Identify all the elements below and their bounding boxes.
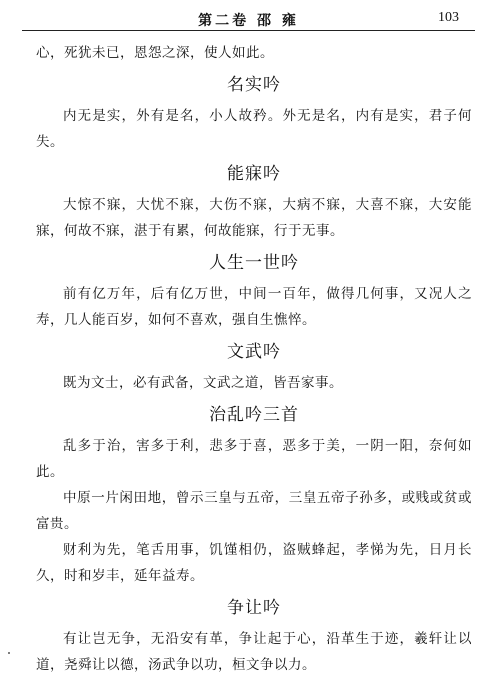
poem-text: 有让岂无争，无沿安有革，争让起于心，沿革生于迹，羲轩让以道，尧舜让以德，汤武争以功，桓文争以力。 (36, 631, 472, 673)
poem-title: 治乱吟三首 (209, 405, 299, 425)
poem-title: 名实吟 (227, 75, 281, 95)
header-title: 第二卷 邵 雍 (198, 13, 299, 29)
page-number: 103 (438, 10, 459, 25)
poem-text: 中原一片闲田地，曾示三皇与五帝，三皇五帝子孙多，或贱或贫或富贵。 (36, 490, 472, 532)
poem-title: 文武吟 (227, 342, 281, 362)
poem-text: 财利为先，笔舌用事，饥馑相仍，盗贼蜂起，孝悌为先，日月长久，时和岁丰，延年益寿。 (36, 542, 472, 584)
poem-text: 内无是实，外有是名，小人故矜。外无是名，内有是实，君子何失。 (36, 108, 472, 150)
poem-title: 能寐吟 (227, 164, 281, 184)
page-content (36, 40, 472, 678)
scan-speck (8, 652, 10, 654)
running-header (22, 6, 475, 31)
poem-title: 争让吟 (227, 598, 281, 618)
poem-text: 大惊不寐，大忧不寐，大伤不寐，大病不寐，大喜不寐，大安能寐，何故不寐，湛于有累，何故能寐，行于无事。 (36, 197, 472, 239)
continuation-paragraph: 心，死犹未已，恩怨之深，使人如此。 (36, 45, 274, 61)
poem-text: 乱多于治，害多于利，悲多于喜，恶多于美，一阴一阳，奈何如此。 (36, 438, 472, 480)
poem-title: 人生一世吟 (209, 253, 299, 273)
poem-text: 既为文士，必有武备，文武之道，皆吾家事。 (63, 375, 343, 391)
poem-text: 前有亿万年，后有亿万世，中间一百年，做得几何事，又况人之寿，几人能百岁，如何不喜欢，强自生憔悴。 (36, 286, 472, 328)
